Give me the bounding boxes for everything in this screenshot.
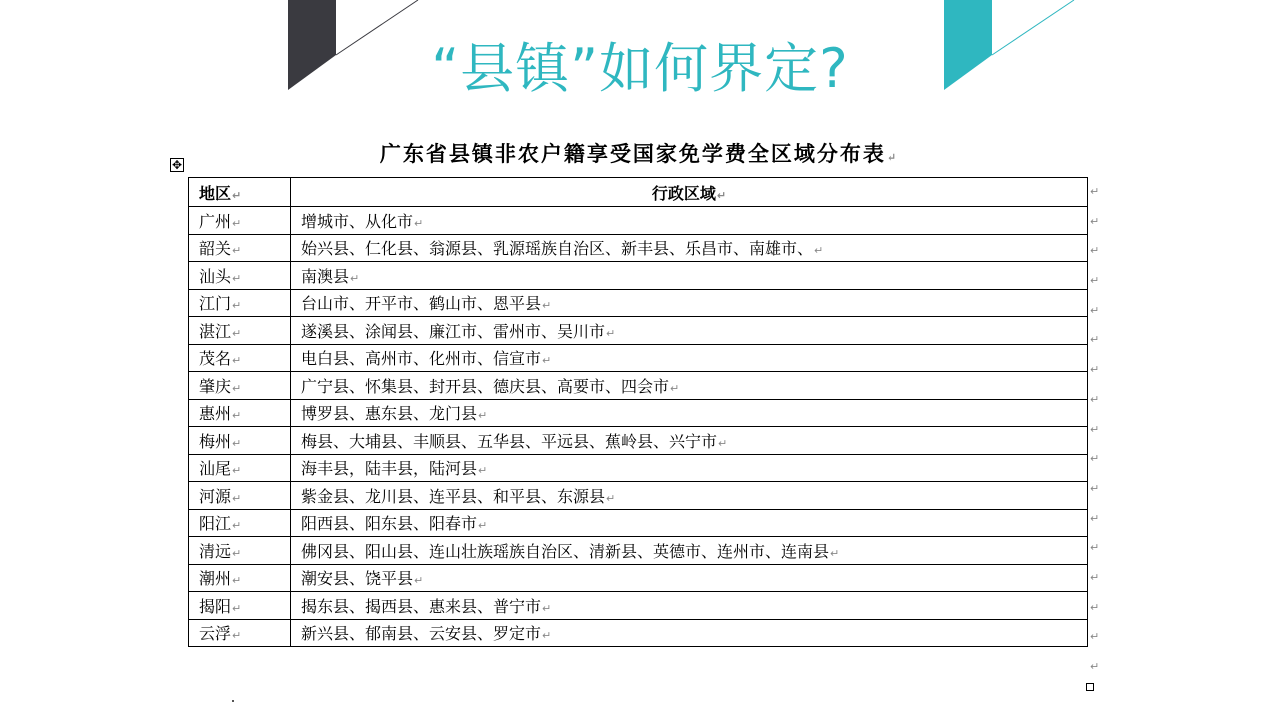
counties-cell: 新兴县、郁南县、云安县、罗定市↵: [291, 619, 1088, 647]
paragraph-mark-icon: ↵: [232, 601, 242, 615]
paragraph-mark-icon: ↵: [1090, 630, 1100, 644]
region-cell: 潮州↵: [189, 564, 291, 592]
paragraph-mark-icon: ↵: [478, 519, 488, 533]
paragraph-mark-icon: ↵: [718, 436, 728, 450]
table-row: [189, 537, 1088, 565]
paragraph-mark-icon: ↵: [232, 326, 242, 340]
paragraph-mark-icon: ↵: [1090, 303, 1100, 317]
paragraph-mark-icon: ↵: [1090, 214, 1100, 228]
paragraph-mark-icon: ↵: [886, 151, 899, 164]
table-row: [189, 564, 1088, 592]
counties-cell: 始兴县、仁化县、翁源县、乳源瑶族自治区、新丰县、乐昌市、南雄市、↵: [291, 234, 1088, 262]
paragraph-mark-icon: ↵: [1090, 333, 1100, 347]
table-header-row: [189, 178, 1088, 207]
paragraph-mark-icon: ↵: [232, 574, 242, 588]
counties-cell: 海丰县，陆丰县，陆河县↵: [291, 454, 1088, 482]
table-row: [189, 482, 1088, 510]
paragraph-mark-icon: ↵: [542, 601, 552, 615]
paragraph-mark-icon: ↵: [232, 188, 242, 202]
paragraph-mark-icon: ↵: [232, 629, 242, 643]
paragraph-mark-icon: ↵: [606, 326, 616, 340]
paragraph-mark-icon: ↵: [232, 299, 242, 313]
header-region: 地区↵: [189, 178, 291, 207]
counties-cell: 电白县、高州市、化州市、信宣市↵: [291, 344, 1088, 372]
move-handle-icon[interactable]: ✥: [171, 158, 183, 172]
paragraph-mark-icon: ↵: [542, 629, 552, 643]
region-cell: 惠州↵: [189, 399, 291, 427]
region-cell: 云浮↵: [189, 619, 291, 647]
header-counties: 行政区域↵: [291, 178, 1088, 207]
paragraph-mark-icon: ↵: [1090, 185, 1100, 198]
resize-handle-icon[interactable]: [1086, 683, 1094, 691]
table-row: [189, 509, 1088, 537]
paragraph-mark-icon: ↵: [414, 574, 424, 588]
paragraph-mark-icon: ↵: [232, 354, 242, 368]
paragraph-mark-icon: ↵: [414, 216, 424, 230]
region-cell: 广州↵: [189, 207, 291, 235]
paragraph-mark-icon: ↵: [1090, 422, 1100, 436]
paragraph-mark-icon: ↵: [830, 546, 840, 560]
table-title-text: 广东省县镇非农户籍享受国家免学费全区域分布表: [379, 141, 886, 166]
paragraph-mark-icon: ↵: [1090, 660, 1100, 673]
paragraph-mark-icon: ↵: [232, 519, 242, 533]
paragraph-mark-icon: ↵: [716, 188, 727, 202]
paragraph-mark-icon: ↵: [1090, 452, 1100, 466]
counties-cell: 佛冈县、阳山县、连山壮族瑶族自治区、清新县、英德市、连州市、连南县↵: [291, 537, 1088, 565]
counties-cell: 揭东县、揭西县、惠来县、普宁市↵: [291, 592, 1088, 620]
counties-cell: 博罗县、惠东县、龙门县↵: [291, 399, 1088, 427]
paragraph-mark-icon: ↵: [232, 381, 242, 395]
paragraph-mark-icon: ↵: [478, 409, 488, 423]
paragraph-mark-icon: ↵: [1090, 541, 1100, 555]
paragraph-mark-icon: ↵: [478, 464, 488, 478]
table-title: [188, 138, 1090, 168]
slide-title: “县镇”如何界定?: [431, 37, 849, 100]
region-cell: 韶关↵: [189, 234, 291, 262]
region-cell: 揭阳↵: [189, 592, 291, 620]
paragraph-mark-icon: ↵: [542, 299, 552, 313]
region-cell: 梅州↵: [189, 427, 291, 455]
row-end-marks: [1090, 177, 1099, 682]
region-cell: 清远↵: [189, 537, 291, 565]
stray-dot: [232, 700, 234, 702]
paragraph-mark-icon: ↵: [350, 271, 360, 285]
table-row: [189, 262, 1088, 290]
counties-cell: 阳西县、阳东县、阳春市↵: [291, 509, 1088, 537]
counties-cell: 遂溪县、涂闻县、廉江市、雷州市、吴川市↵: [291, 317, 1088, 345]
table-row: [189, 207, 1088, 235]
counties-cell: 梅县、大埔县、丰顺县、五华县、平远县、蕉岭县、兴宁市↵: [291, 427, 1088, 455]
paragraph-mark-icon: ↵: [670, 381, 680, 395]
paragraph-mark-icon: ↵: [1090, 392, 1100, 406]
paragraph-mark-icon: ↵: [814, 244, 824, 258]
paragraph-mark-icon: ↵: [542, 354, 552, 368]
paragraph-mark-icon: ↵: [232, 491, 242, 505]
counties-cell: 潮安县、饶平县↵: [291, 564, 1088, 592]
table-row: [189, 399, 1088, 427]
paragraph-mark-icon: ↵: [1090, 511, 1100, 525]
region-table: [188, 177, 1088, 647]
paragraph-mark-icon: ↵: [232, 546, 242, 560]
table-row: [189, 234, 1088, 262]
region-cell: 汕头↵: [189, 262, 291, 290]
table-row: [189, 592, 1088, 620]
table-row: [189, 317, 1088, 345]
table-row: [189, 427, 1088, 455]
paragraph-mark-icon: ↵: [1090, 274, 1100, 288]
paragraph-mark-icon: ↵: [1090, 244, 1100, 258]
region-cell: 河源↵: [189, 482, 291, 510]
paragraph-mark-icon: ↵: [1090, 363, 1100, 377]
table-row: [189, 454, 1088, 482]
paragraph-mark-icon: ↵: [606, 491, 616, 505]
paragraph-mark-icon: ↵: [232, 244, 242, 258]
paragraph-mark-icon: ↵: [232, 464, 242, 478]
region-cell: 湛江↵: [189, 317, 291, 345]
region-cell: 肇庆↵: [189, 372, 291, 400]
paragraph-mark-icon: ↵: [232, 436, 242, 450]
counties-cell: 增城市、从化市↵: [291, 207, 1088, 235]
counties-cell: 台山市、开平市、鹤山市、恩平县↵: [291, 289, 1088, 317]
region-cell: 阳江↵: [189, 509, 291, 537]
table-row: [189, 344, 1088, 372]
counties-cell: 南澳县↵: [291, 262, 1088, 290]
paragraph-mark-icon: ↵: [1090, 600, 1100, 614]
region-cell: 茂名↵: [189, 344, 291, 372]
paragraph-mark-icon: ↵: [232, 271, 242, 285]
region-cell: 汕尾↵: [189, 454, 291, 482]
table-row: [189, 619, 1088, 647]
paragraph-mark-icon: ↵: [232, 409, 242, 423]
counties-cell: 紫金县、龙川县、连平县、和平县、东源县↵: [291, 482, 1088, 510]
region-cell: 江门↵: [189, 289, 291, 317]
paragraph-mark-icon: ↵: [232, 216, 242, 230]
counties-cell: 广宁县、怀集县、封开县、德庆县、高要市、四会市↵: [291, 372, 1088, 400]
paragraph-mark-icon: ↵: [1090, 481, 1100, 495]
paragraph-mark-icon: ↵: [1090, 570, 1100, 584]
table-row: [189, 289, 1088, 317]
table-row: [189, 372, 1088, 400]
